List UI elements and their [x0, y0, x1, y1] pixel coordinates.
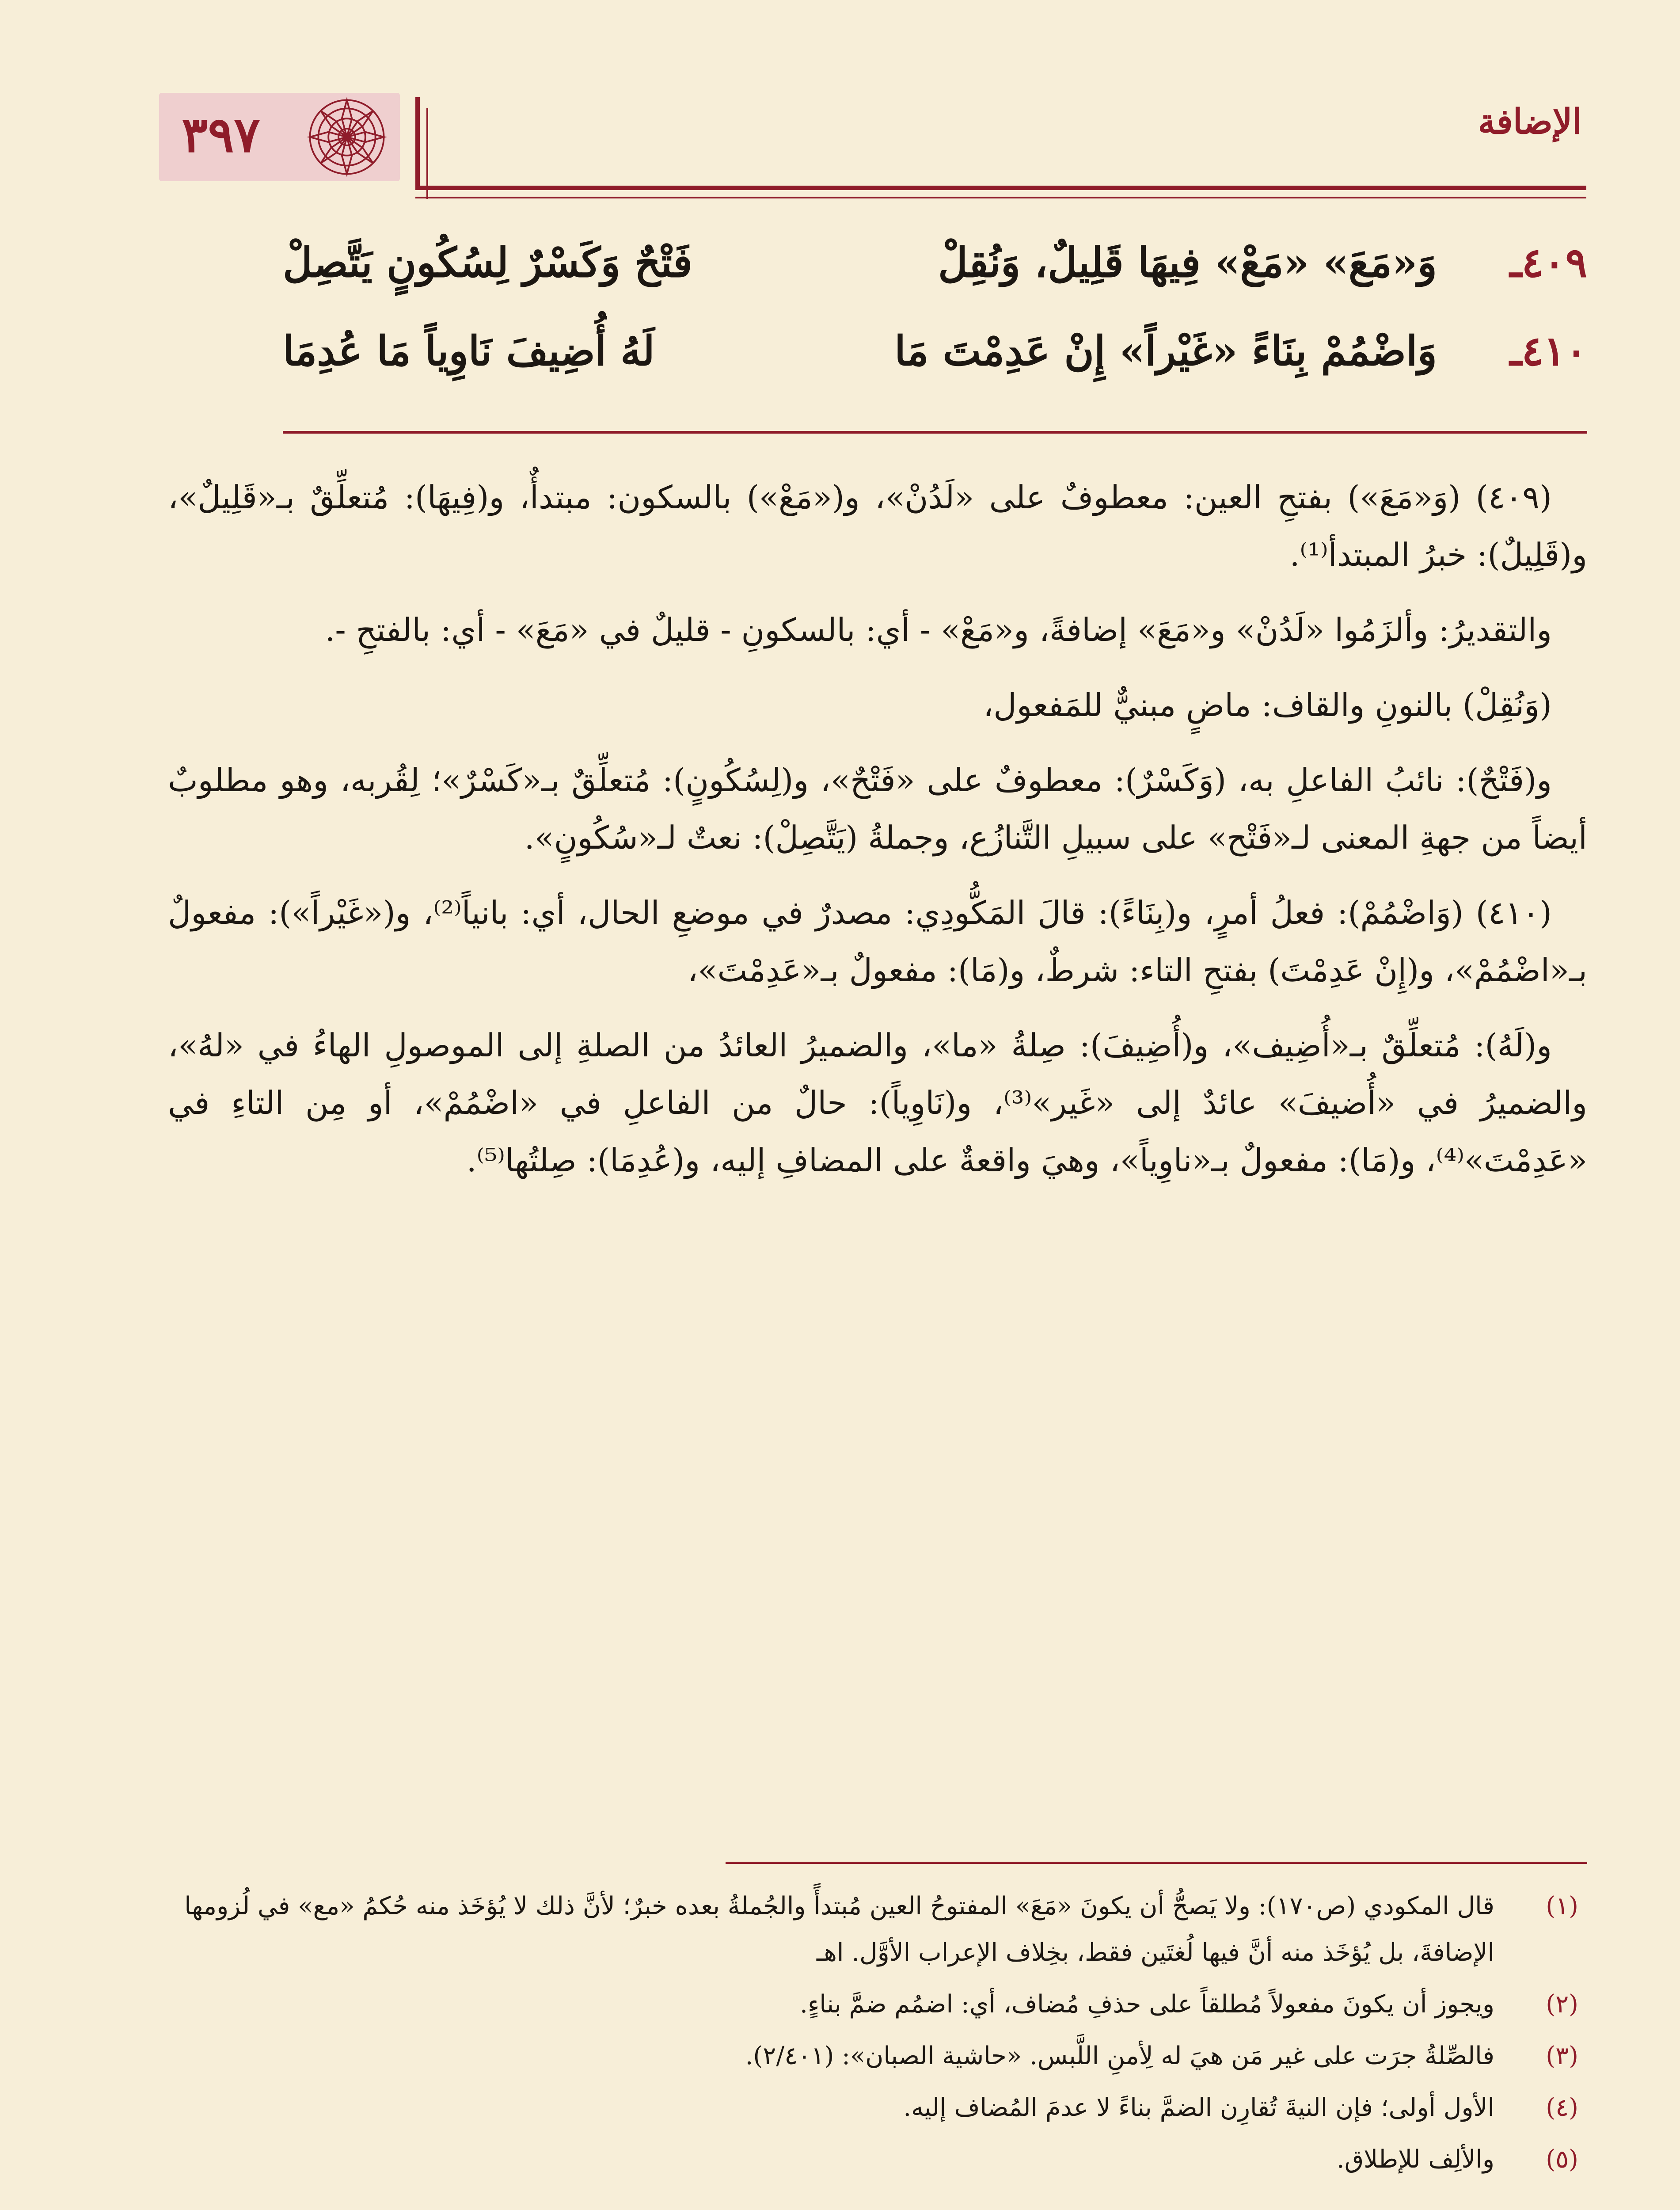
footnote-text: والألِف للإطلاق.: [1336, 2145, 1494, 2174]
footnote-number: (١): [1546, 1892, 1578, 1920]
footnotes: [168, 1883, 1578, 2188]
commentary-paragraph: (٤١٠) (وَاضْمُمْ): فعلُ أمرٍ، و(بِنَاءً): قالَ المَكُّودِي: مصدرٌ في موضعِ الحال، أي: بانياً⁽²⁾، و(«غَيْراً»): مفعولٌ بـ«اضْمُمْ»، و(إِنْ عَدِمْتَ) بفتحِ التاء: شرطٌ، و(مَا): مفعولٌ بـ«عَدِمْتَ»،: [168, 894, 1587, 989]
verse-first-hemistich: وَ«مَعَ» «مَعْ» فِيهَا قَلِيلٌ، وَنُقِلْ: [938, 239, 1437, 286]
verse-number: ٤١٠ـ: [1509, 327, 1587, 375]
page-number-box: [159, 93, 400, 181]
footnote-number: (٤): [1546, 2093, 1578, 2122]
footnote-text: الأول أولى؛ فإن النيةَ تُقارِن الضمَّ بناءً لا عدمَ المُضاف إليه.: [903, 2093, 1494, 2122]
header-rule: [415, 186, 1586, 190]
footnote-text: قال المكودي (ص١٧٠): ولا يَصحُّ أن يكونَ «مَعَ» المفتوحُ العين مُبتدأً والجُملةُ بعده خبرٌ؛ لأنَّ ذلك لا يُؤخَذ منه حُكمُ «مع» في لُزومها الإضافةَ، بل يُؤخَذ منه أنَّ فيها لُغتَين فقط، بخِلاف الإعراب الأوَّل. اهـ: [184, 1892, 1494, 1967]
footnote: [168, 2033, 1578, 2079]
commentary-paragraph: والتقديرُ: وألزَمُوا «لَدُنْ» و«مَعَ» إضافةً، و«مَعْ» - أي: بالسكونِ - قليلٌ في «مَعَ» - أي: بالفتحِ -.: [325, 611, 1552, 648]
verse: [283, 318, 1587, 407]
commentary-paragraph: (وَنُقِلْ) بالنونِ والقاف: ماضٍ مبنيٌّ للمَفعول،: [983, 686, 1552, 724]
verse-second-hemistich: فَتْحٌ وَكَسْرٌ لِسُكُونٍ يَتَّصِلْ: [283, 239, 693, 286]
footnote: [168, 1883, 1578, 1976]
commentary-paragraph: (٤٠٩) (وَ«مَعَ») بفتحِ العين: معطوفٌ على «لَدُنْ»، و(«مَعْ») بالسكون: مبتدأٌ، و(فِيهَا): مُتعلِّقٌ بـ«قَلِيلٌ»، و(قَلِيلٌ): خبرُ المبتدأ⁽¹⁾.: [168, 479, 1587, 573]
footnote: [168, 2084, 1578, 2131]
verse-number: ٤٠٩ـ: [1509, 239, 1587, 286]
header-rule-thin: [415, 197, 1586, 198]
verse-first-hemistich: وَاضْمُمْ بِنَاءً «غَيْراً» إِنْ عَدِمْتَ مَا: [894, 327, 1437, 375]
page-number: ٣٩٧: [182, 106, 260, 163]
verse-second-hemistich: لَهُ أُضِيفَ نَاوِياً مَا عُدِمَا: [283, 327, 655, 375]
verses-block: [283, 230, 1587, 407]
footnote-text: ويجوز أن يكونَ مفعولاً مُطلقاً على حذفِ مُضاف، أي: اضمُم ضمَّ بناءٍ.: [800, 1990, 1494, 2019]
footnotes-divider: [726, 1862, 1587, 1864]
footnote-number: (٣): [1546, 2042, 1578, 2070]
footnote-text: فالصِّلةُ جرَت على غير مَن هيَ له لِأمنِ اللَّبس. «حاشية الصبان»: (٢/٤٠١).: [745, 2042, 1494, 2070]
verse: [283, 230, 1587, 318]
commentary-paragraph: و(لَهُ): مُتعلِّقٌ بـ«أُضِيف»، و(أُضِيفَ): صِلةُ «ما»، والضميرُ العائدُ من الصلةِ إلى الموصولِ الهاءُ في «لهُ»، والضميرُ في «أُضيفَ» عائدٌ إلى «غَير»⁽³⁾، و(نَاوِياً): حالٌ من الفاعلِ في «اضْمُمْ»، أو مِن التاءِ في «عَدِمْتَ»⁽⁴⁾، و(مَا): مفعولٌ بـ«ناوِياً»، وهيَ واقعةٌ على المضافِ إليه، و(عُدِمَا): صِلتُها⁽⁵⁾.: [168, 1027, 1587, 1179]
footnote-number: (٢): [1546, 1990, 1578, 2019]
commentary-paragraph: و(فَتْحٌ): نائبُ الفاعلِ به، (وَكَسْرٌ): معطوفٌ على «فَتْحٌ»، و(لِسُكُونٍ): مُتعلِّقٌ بـ«كَسْرٌ»؛ لِقُربه، وهو مطلوبٌ أيضاً من جهةِ المعنى لـ«فَتْح» على سبيلِ التَّنازُع، وجملةُ (يَتَّصِلْ): نعتٌ لـ«سُكُونٍ».: [168, 762, 1587, 856]
footnote-number: (٥): [1546, 2145, 1578, 2174]
chapter-title: الإضافة: [1478, 102, 1582, 142]
page-header: [159, 84, 1586, 199]
rosette-ornament-icon: [305, 95, 389, 179]
footnote: [168, 1981, 1578, 2027]
header-vertical-rule: [415, 97, 420, 190]
commentary-body: [168, 469, 1587, 1207]
footnote: [168, 2136, 1578, 2183]
verses-divider: [283, 431, 1587, 434]
